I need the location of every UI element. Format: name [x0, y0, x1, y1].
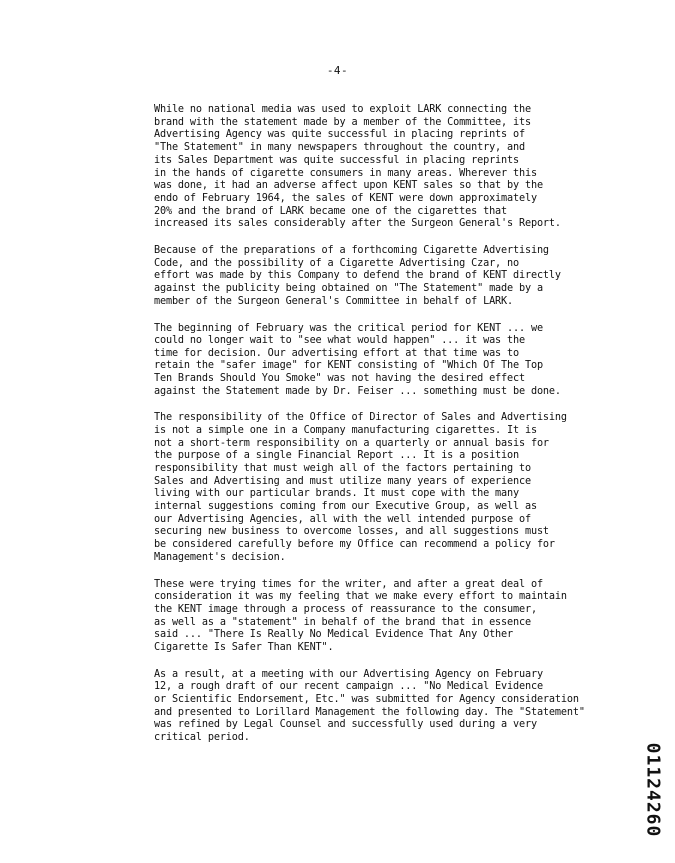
text-line: brand with the statement made by a member of the Committee, its: [154, 116, 531, 128]
text-line: against the Statement made by Dr. Feiser ... something must be done.: [154, 385, 561, 397]
text-line: endo of February 1964, the sales of KENT were down approximately: [154, 192, 537, 204]
text-line: 12, a rough draft of our recent campaign ... "No Medical Evidence: [154, 681, 543, 693]
bates-number: [640, 742, 666, 838]
text-line: securing new business to overcome losses, and all suggestions must: [154, 526, 549, 538]
text-line: As a result, at a meeting with our Advertising Agency on February: [154, 668, 543, 680]
text-line: and presented to Lorillard Management the following day. The "Statement": [154, 706, 585, 718]
text-line: was done, it had an adverse affect upon KENT sales so that by the: [154, 180, 543, 192]
text-line: said ... "There Is Really No Medical Evidence That Any Other: [154, 629, 514, 641]
paragraph-lark-statement: [154, 104, 624, 231]
text-line: While no national media was used to exploit LARK connecting the: [154, 104, 531, 115]
text-line: critical period.: [154, 731, 250, 743]
text-line: Management's decision.: [154, 551, 286, 563]
text-line: be considered carefully before my Office can recommend a policy for: [154, 539, 555, 551]
text-line: Cigarette Is Safer Than KENT".: [154, 642, 334, 654]
text-line: against the publicity being obtained on "The Statement" made by a: [154, 283, 543, 295]
text-line: as well as a "statement" in behalf of the brand that in essence: [154, 616, 531, 628]
text-line: Code, and the possibility of a Cigarette Advertising Czar, no: [154, 257, 519, 269]
text-line: our Advertising Agencies, all with the well intended purpose of: [154, 513, 531, 525]
text-line: its Sales Department was quite successful in placing reprints: [154, 154, 519, 166]
text-line: member of the Surgeon General's Committee in behalf of LARK.: [154, 295, 514, 307]
paragraph-result: [154, 669, 624, 745]
paragraph-trying-times: [154, 579, 624, 655]
text-line: These were trying times for the writer, and after a great deal of: [154, 578, 543, 590]
text-line: consideration it was my feeling that we make every effort to maintain: [154, 591, 567, 603]
text-line: not a short-term responsibility on a quarterly or annual basis for: [154, 437, 549, 449]
text-line: was refined by Legal Counsel and successfully used during a very: [154, 719, 537, 731]
text-line: The responsibility of the Office of Director of Sales and Advertising: [154, 412, 567, 424]
text-line: increased its sales considerably after the Surgeon General's Report.: [154, 218, 561, 230]
text-line: responsibility that must weigh all of the factors pertaining to: [154, 462, 531, 474]
text-line: the KENT image through a process of reassurance to the consumer,: [154, 603, 537, 615]
text-line: Advertising Agency was quite successful in placing reprints of: [154, 129, 525, 141]
text-line: is not a simple one in a Company manufacturing cigarettes. It is: [154, 424, 537, 436]
text-line: Sales and Advertising and must utilize many years of experience: [154, 475, 531, 487]
text-line: effort was made by this Company to defend the brand of KENT directly: [154, 270, 561, 282]
paragraph-responsibility: [154, 412, 624, 564]
text-line: retain the "safer image" for KENT consisting of "Which Of The Top: [154, 360, 543, 372]
text-line: could no longer wait to "see what would happen" ... it was the: [154, 335, 525, 347]
text-line: the purpose of a single Financial Report ... It is a position: [154, 450, 519, 462]
text-line: or Scientific Endorsement, Etc." was submitted for Agency consideration: [154, 693, 579, 705]
text-line: in the hands of cigarette consumers in many areas. Wherever this: [154, 167, 537, 179]
page-number: -4-: [326, 64, 349, 77]
text-line: Ten Brands Should You Smoke" was not having the desired effect: [154, 372, 525, 384]
text-line: "The Statement" in many newspapers throughout the country, and: [154, 142, 525, 154]
text-line: living with our particular brands. It must cope with the many: [154, 488, 519, 500]
paragraph-critical-period: [154, 323, 624, 399]
paragraph-advertising-code: [154, 245, 624, 309]
text-line: Because of the preparations of a forthcoming Cigarette Advertising: [154, 245, 549, 257]
text-line: time for decision. Our advertising effort at that time was to: [154, 347, 519, 359]
text-line: internal suggestions coming from our Executive Group, as well as: [154, 501, 537, 513]
document-body: [154, 104, 624, 758]
text-line: The beginning of February was the critical period for KENT ... we: [154, 322, 543, 334]
text-line: 20% and the brand of LARK became one of the cigarettes that: [154, 205, 508, 217]
bates-number-text: 01124260: [642, 742, 664, 838]
